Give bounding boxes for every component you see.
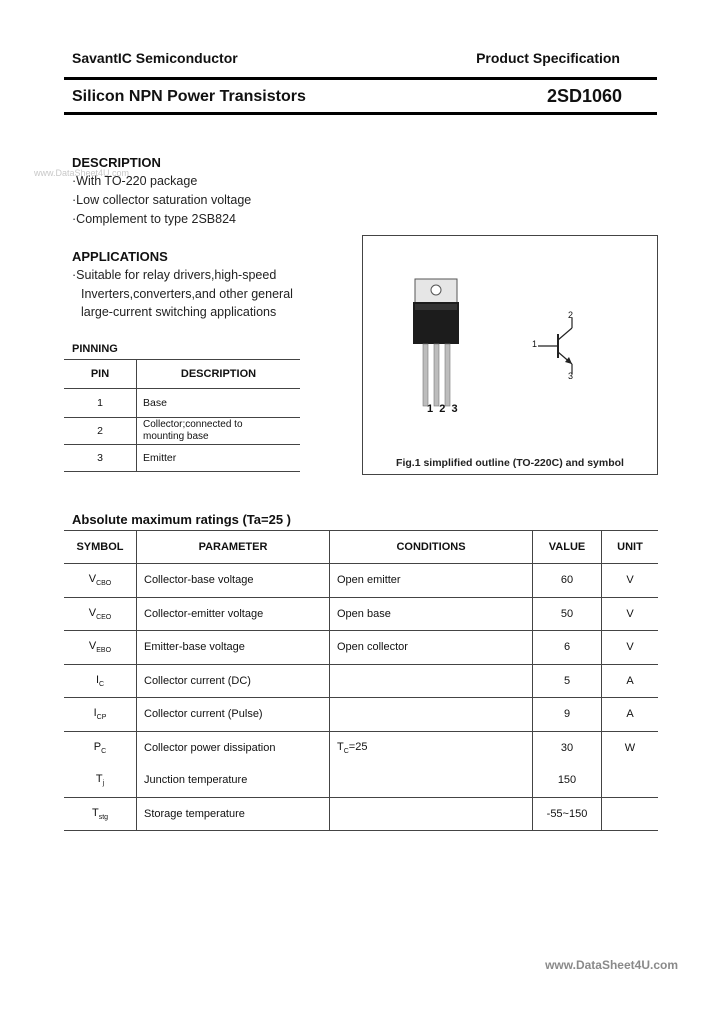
- to220-package-image: [403, 274, 483, 414]
- value-cell: 6: [533, 631, 602, 665]
- outline-figure: [362, 235, 658, 475]
- table-row: [64, 698, 658, 732]
- symbol-cell: [64, 731, 137, 764]
- conditions-cell: [330, 764, 533, 797]
- ratings-table: [64, 530, 658, 831]
- symbol-cell: [64, 597, 137, 631]
- pin-description-line: mounting base: [143, 431, 209, 442]
- pin-description: [137, 418, 301, 445]
- company-name: SavantIC Semiconductor: [72, 50, 238, 66]
- applications-title: APPLICATIONS: [72, 249, 168, 264]
- conditions-cell: Open base: [330, 597, 533, 631]
- table-row: [64, 664, 658, 698]
- condition-value: =25: [348, 740, 368, 753]
- value-cell: 50: [533, 597, 602, 631]
- applications-line: Inverters,converters,and other general: [81, 287, 293, 301]
- parameter-cell: Collector current (Pulse): [137, 698, 330, 732]
- symbol-letter: V: [88, 573, 97, 586]
- value-cell: 30: [533, 731, 602, 764]
- value-header: VALUE: [533, 531, 602, 564]
- pinning-header-row: [64, 360, 300, 389]
- conditions-cell: [330, 797, 533, 831]
- pin-description-line: Collector;connected to: [143, 419, 243, 430]
- symbol-header: SYMBOL: [64, 531, 137, 564]
- unit-cell: [602, 797, 659, 831]
- header-rule-bottom: [64, 112, 657, 115]
- condition-letter: T: [337, 740, 344, 753]
- table-row: [64, 797, 658, 831]
- pin-header: PIN: [64, 360, 137, 389]
- parameter-header: PARAMETER: [137, 531, 330, 564]
- table-row: [64, 564, 658, 598]
- symbol-collector-label: 2: [568, 310, 574, 320]
- table-row: [64, 597, 658, 631]
- pinning-title: PINNING: [72, 343, 118, 355]
- value-cell: 9: [533, 698, 602, 732]
- unit-cell: W: [602, 731, 659, 764]
- spec-label: Product Specification: [476, 50, 620, 66]
- top-watermark: www.DataSheet4U.com: [34, 168, 130, 178]
- symbol-cell: [64, 664, 137, 698]
- symbol-cell: [64, 797, 137, 831]
- parameter-cell: Junction temperature: [137, 764, 330, 797]
- symbol-subscript: CBO: [96, 580, 112, 588]
- value-cell: 60: [533, 564, 602, 598]
- table-row: [64, 764, 658, 797]
- pin-number: 1: [64, 389, 137, 418]
- description-header: DESCRIPTION: [137, 360, 301, 389]
- table-row: [64, 389, 300, 418]
- symbol-subscript: EBO: [96, 647, 112, 655]
- conditions-cell: [330, 664, 533, 698]
- applications-line: large-current switching applications: [81, 305, 277, 319]
- symbol-subscript: C: [99, 680, 105, 688]
- symbol-subscript: C: [101, 747, 107, 755]
- conditions-cell: Open collector: [330, 631, 533, 665]
- description-item: ·Low collector saturation voltage: [72, 193, 252, 207]
- unit-cell: V: [602, 631, 659, 665]
- table-row: [64, 631, 658, 665]
- figure-caption: Fig.1 simplified outline (TO-220C) and symbol: [396, 457, 624, 469]
- symbol-subscript: CEO: [96, 613, 112, 621]
- unit-cell: A: [602, 664, 659, 698]
- ratings-title: Absolute maximum ratings (Ta=25 ): [72, 512, 292, 527]
- conditions-cell: [330, 698, 533, 732]
- description-item: ·Complement to type 2SB824: [72, 212, 236, 226]
- applications-line: ·Suitable for relay drivers,high-speed: [72, 268, 277, 282]
- unit-cell: V: [602, 597, 659, 631]
- unit-cell: [602, 764, 659, 797]
- symbol-letter: V: [88, 606, 97, 619]
- header-rule-top: [64, 77, 657, 80]
- symbol-cell: [64, 631, 137, 665]
- package-pin-labels: 1 2 3: [427, 403, 458, 415]
- table-row: [64, 445, 300, 472]
- unit-header: UNIT: [602, 531, 659, 564]
- symbol-letter: T: [95, 773, 103, 786]
- parameter-cell: Collector current (DC): [137, 664, 330, 698]
- parameter-cell: Emitter-base voltage: [137, 631, 330, 665]
- table-row: [64, 731, 658, 764]
- description-item: ·With TO-220 package: [72, 174, 198, 188]
- conditions-cell: Open emitter: [330, 564, 533, 598]
- condition-subscript: C: [343, 747, 349, 755]
- description-title: DESCRIPTION: [72, 155, 161, 170]
- pin-number: 2: [64, 418, 137, 445]
- value-cell: 5: [533, 664, 602, 698]
- value-cell: 150: [533, 764, 602, 797]
- document-title: Silicon NPN Power Transistors: [72, 88, 306, 105]
- pinning-table: [64, 359, 300, 472]
- parameter-cell: Collector-emitter voltage: [137, 597, 330, 631]
- symbol-base-label: 1: [532, 339, 538, 349]
- parameter-cell: Collector-base voltage: [137, 564, 330, 598]
- symbol-letter: P: [93, 740, 102, 753]
- symbol-letter: I: [93, 707, 97, 720]
- symbol-subscript: CP: [96, 714, 107, 722]
- conditions-header: CONDITIONS: [330, 531, 533, 564]
- unit-cell: A: [602, 698, 659, 732]
- pin-number: 3: [64, 445, 137, 472]
- symbol-cell: [64, 764, 137, 797]
- symbol-subscript: j: [102, 780, 105, 788]
- ratings-header-row: [64, 531, 658, 564]
- table-row: [64, 418, 300, 445]
- symbol-letter: V: [88, 640, 97, 653]
- footer-watermark: www.DataSheet4U.com: [545, 958, 678, 972]
- conditions-cell: [330, 731, 533, 764]
- value-cell: -55~150: [533, 797, 602, 831]
- symbol-letter: T: [91, 806, 99, 819]
- symbol-emitter-label: 3: [568, 371, 574, 381]
- unit-cell: V: [602, 564, 659, 598]
- part-number: 2SD1060: [546, 86, 622, 106]
- parameter-cell: Collector power dissipation: [137, 731, 330, 764]
- symbol-subscript: stg: [98, 813, 109, 821]
- symbol-cell: [64, 698, 137, 732]
- pin-description: Base: [137, 389, 301, 418]
- symbol-cell: [64, 564, 137, 598]
- parameter-cell: Storage temperature: [137, 797, 330, 831]
- symbol-letter: I: [95, 673, 99, 686]
- pin-description: Emitter: [137, 445, 301, 472]
